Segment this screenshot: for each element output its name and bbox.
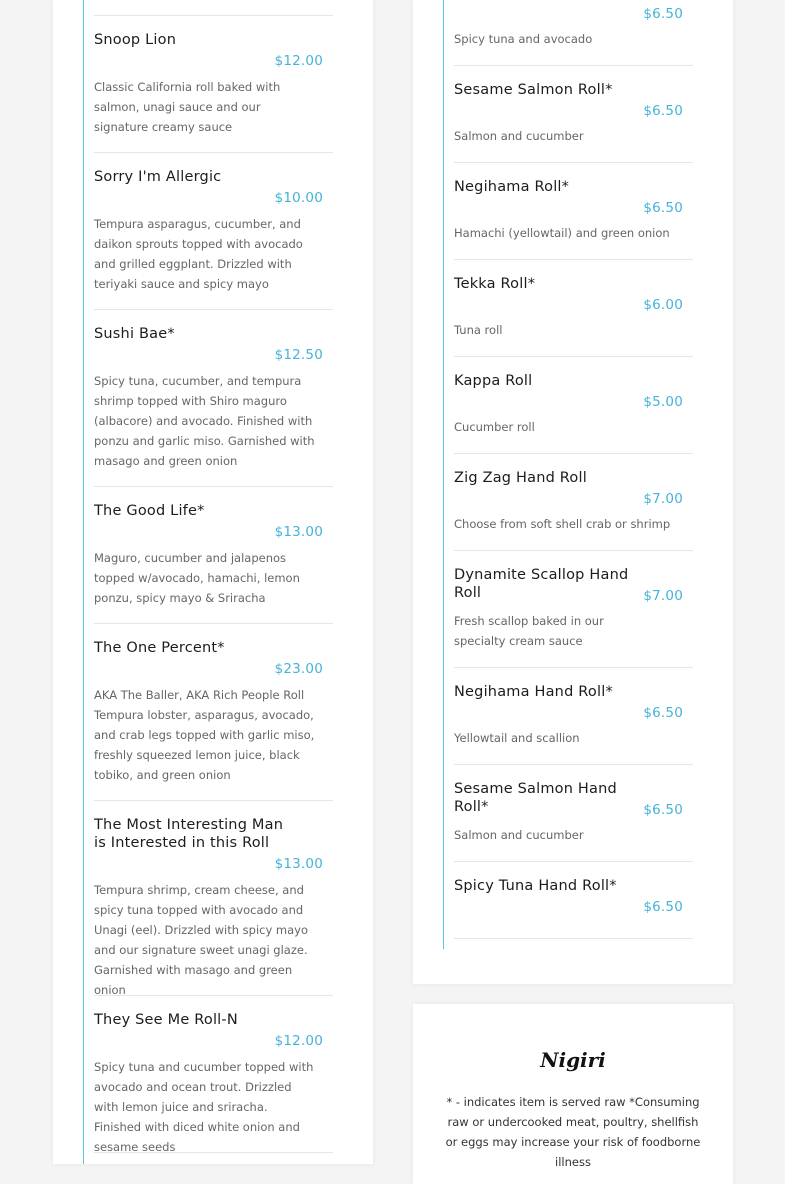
menu-item-price: $6.50 <box>643 802 683 818</box>
menu-item-description: Spicy tuna and cucumber topped with avocado and ocean trout. Drizzled with lemon juice and sriracha. Finished with diced white onion and sesame seeds <box>94 1060 314 1154</box>
menu-item-zig-zag-hand-roll[interactable] <box>454 453 693 551</box>
menu-item-name: The One Percent* <box>94 640 225 656</box>
menu-item-price: $6.50 <box>643 200 683 216</box>
menu-item-price: $23.00 <box>274 661 323 677</box>
menu-item-description: Hamachi (yellowtail) and green onion <box>454 226 670 240</box>
menu-item-description: Maguro, cucumber and jalapenos topped w/avocado, hamachi, lemon ponzu, spicy mayo & Sriracha <box>94 551 300 605</box>
menu-item-most-interesting-man[interactable] <box>94 800 333 996</box>
nigiri-section-card <box>413 1004 733 1184</box>
menu-item-description: AKA The Baller, AKA Rich People Roll Tempura lobster, asparagus, avocado, and crab legs topped with garlic miso, freshly squeezed lemon juice, black tobiko, and green onion <box>94 688 315 782</box>
menu-item-sesame-salmon-roll[interactable] <box>454 65 693 163</box>
left-menu-card <box>53 0 373 1164</box>
menu-item-price: $6.50 <box>643 899 683 915</box>
menu-item-price: $10.00 <box>274 190 323 206</box>
menu-item-sorry-im-allergic[interactable] <box>94 152 333 310</box>
menu-item-snoop-lion[interactable] <box>94 0 333 16</box>
menu-item-they-see-me-roll-n[interactable] <box>94 995 333 1153</box>
menu-item-price: $7.00 <box>643 491 683 507</box>
menu-item-description: Tuna roll <box>454 323 503 337</box>
raw-items-disclaimer: * - indicates item is served raw *Consuming raw or undercooked meat, poultry, shellfish or eggs may increase your risk of foodborne illness <box>445 1095 701 1169</box>
menu-item-sushi-bae[interactable] <box>94 309 333 487</box>
menu-item-name: Negihama Roll* <box>454 179 570 195</box>
menu-item-tekka-roll[interactable] <box>454 259 693 357</box>
menu-item-negihama-hand-roll[interactable] <box>454 667 693 765</box>
menu-item-price: $7.00 <box>643 588 683 604</box>
menu-item-name: Sorry I'm Allergic <box>94 169 222 185</box>
menu-item-description: Tempura shrimp, cream cheese, and spicy tuna topped with avocado and Unagi (eel). Drizzled with spicy mayo and our signature sweet unagi glaze. Garnished with masago and green onion <box>94 883 309 997</box>
menu-item-the-good-life[interactable] <box>94 486 333 624</box>
menu-item-description: Salmon and cucumber <box>454 828 584 842</box>
menu-item-name: Snoop Lion <box>94 32 177 48</box>
menu-item-price: $12.00 <box>274 53 323 69</box>
menu-item-price: $12.00 <box>274 1033 323 1049</box>
menu-item-name: The Good Life* <box>94 503 205 519</box>
menu-item-sesame-salmon-hand-roll[interactable] <box>454 764 693 862</box>
menu-item-description: Spicy tuna, cucumber, and tempura shrimp topped with Shiro maguro (albacore) and avocado. Finished with ponzu and garlic miso. Garnished with masago and green onion <box>94 374 315 468</box>
menu-item-name: Tekka Roll* <box>454 276 536 292</box>
menu-item-the-one-percent[interactable] <box>94 623 333 801</box>
menu-item-name: They See Me Roll-N <box>94 1012 238 1028</box>
menu-item-name: Sesame Salmon Hand Roll* <box>454 781 617 815</box>
menu-item-description: Cucumber roll <box>454 420 535 434</box>
menu-item-spicy-tuna-hand-roll[interactable] <box>454 861 693 939</box>
menu-item-description: Spicy tuna and avocado <box>454 32 593 46</box>
menu-item-name: Kappa Roll <box>454 373 533 389</box>
menu-item-name: Dynamite Scallop Hand Roll <box>454 567 629 601</box>
menu-item-negihama-roll[interactable] <box>454 162 693 260</box>
right-menu-list <box>443 0 694 949</box>
menu-item-description: Classic California roll baked with salmon, unagi sauce and our signature creamy sauce <box>94 80 281 134</box>
menu-item-description: Fresh scallop baked in our specialty cream sauce <box>454 614 604 648</box>
menu-item-price: $12.50 <box>274 347 323 363</box>
menu-item-description: Tempura asparagus, cucumber, and daikon sprouts topped with avocado and grilled eggplant. Drizzled with teriyaki sauce and spicy mayo <box>94 217 303 291</box>
section-title: Nigiri <box>540 1048 606 1072</box>
menu-item-price: $6.50 <box>643 705 683 721</box>
menu-item-spicy-tuna-roll[interactable] <box>454 0 693 66</box>
menu-item-price: $13.00 <box>274 524 323 540</box>
menu-item-description: Salmon and cucumber <box>454 129 584 143</box>
menu-item-dynamite-scallop-hand-roll[interactable] <box>454 550 693 668</box>
menu-item-name: Sesame Salmon Roll* <box>454 82 613 98</box>
menu-item-name: Zig Zag Hand Roll <box>454 470 587 486</box>
right-menu-card <box>413 0 733 984</box>
left-menu-list <box>83 0 334 1164</box>
menu-item-price: $6.00 <box>643 297 683 313</box>
menu-item-price: $6.50 <box>643 103 683 119</box>
menu-item-description: Yellowtail and scallion <box>454 731 580 745</box>
menu-item-name: Sushi Bae* <box>94 326 175 342</box>
menu-item-description: Choose from soft shell crab or shrimp <box>454 517 671 531</box>
menu-item-name: Spicy Tuna Hand Roll* <box>454 878 617 894</box>
menu-item-snoop-lion[interactable] <box>94 15 333 153</box>
menu-item-kappa-roll[interactable] <box>454 356 693 454</box>
menu-item-name: Negihama Hand Roll* <box>454 684 613 700</box>
menu-item-price: $13.00 <box>274 856 323 872</box>
menu-item-price: $5.00 <box>643 394 683 410</box>
menu-item-name: The Most Interesting Man is Interested in this Roll <box>94 817 284 851</box>
menu-item-price: $6.50 <box>643 6 683 22</box>
